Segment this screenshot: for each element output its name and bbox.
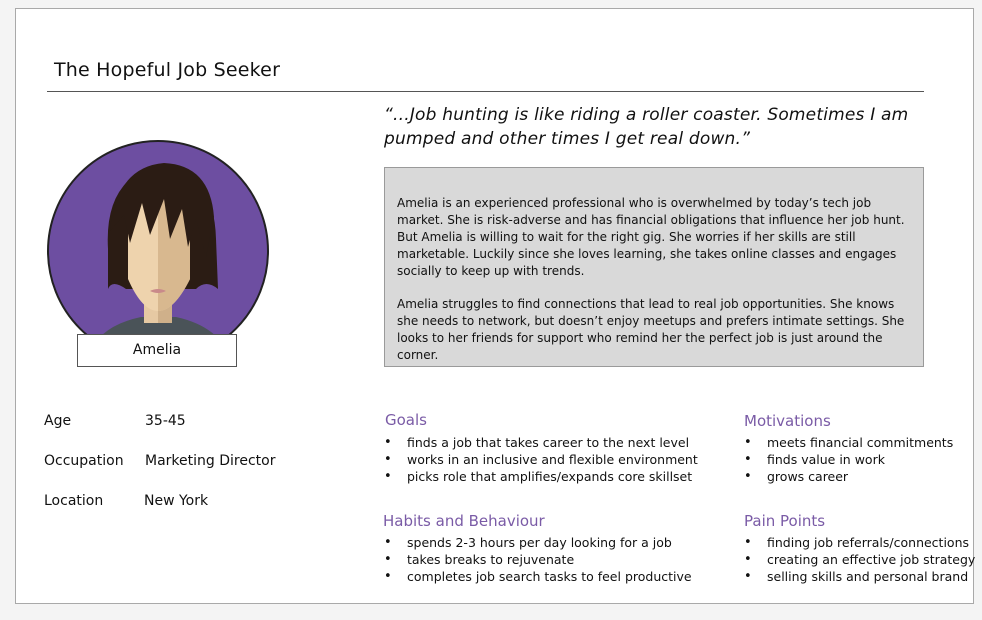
motivations-list xyxy=(744,434,953,485)
list-item: • spends 2-3 hours per day looking for a job xyxy=(384,534,692,551)
list-item: • grows career xyxy=(744,468,953,485)
page-title: The Hopeful Job Seeker xyxy=(54,59,281,81)
bio-paragraph: Amelia struggles to find connections that lead to real job opportunities. She knows she needs to network, but doesn’t enjoy meetups and prefers intimate settings. She looks to her friends for support who remind her the perfect job is just around the corner. xyxy=(397,297,905,362)
habits-heading: Habits and Behaviour xyxy=(383,512,545,530)
list-item: • meets financial commitments xyxy=(744,434,953,451)
pain-points-heading: Pain Points xyxy=(744,512,826,530)
habits-list xyxy=(384,534,692,585)
occupation-label: Occupation xyxy=(44,453,124,469)
list-item: • works in an inclusive and flexible environment xyxy=(384,451,698,468)
location-value: New York xyxy=(144,493,209,509)
list-item: • finding job referrals/connections xyxy=(744,534,975,551)
avatar xyxy=(46,139,270,363)
list-item: • finds value in work xyxy=(744,451,953,468)
occupation-value: Marketing Director xyxy=(145,453,276,469)
list-item: • completes job search tasks to feel productive xyxy=(384,568,692,585)
list-item: • takes breaks to rejuvenate xyxy=(384,551,692,568)
list-item: • creating an effective job strategy xyxy=(744,551,975,568)
list-item: • picks role that amplifies/expands core skillset xyxy=(384,468,698,485)
goals-heading: Goals xyxy=(385,411,427,429)
title-divider xyxy=(47,91,924,92)
bio-paragraph: Amelia is an experienced professional who is overwhelmed by today’s tech job market. She is risk-adverse and has financial obligations that influence her job hunt. But Amelia is willing to wait for the right gig. She worries if her skills are still marketable. Luckily since she loves learning, she takes online classes and engages socially to keep up with trends. xyxy=(397,196,905,278)
age-value: 35-45 xyxy=(145,413,186,429)
avatar-illustration xyxy=(46,139,270,363)
motivations-heading: Motivations xyxy=(744,412,831,430)
persona-name: Amelia xyxy=(77,334,237,367)
list-item: • selling skills and personal brand xyxy=(744,568,975,585)
bio-panel xyxy=(384,167,924,367)
persona-card xyxy=(15,8,974,604)
location-label: Location xyxy=(44,493,104,509)
persona-quote: “...Job hunting is like riding a roller coaster. Sometimes I am pumped and other times I get real down.” xyxy=(384,105,909,149)
age-label: Age xyxy=(44,413,72,429)
goals-list xyxy=(384,434,698,485)
pain-points-list xyxy=(744,534,975,585)
list-item: • finds a job that takes career to the next level xyxy=(384,434,698,451)
